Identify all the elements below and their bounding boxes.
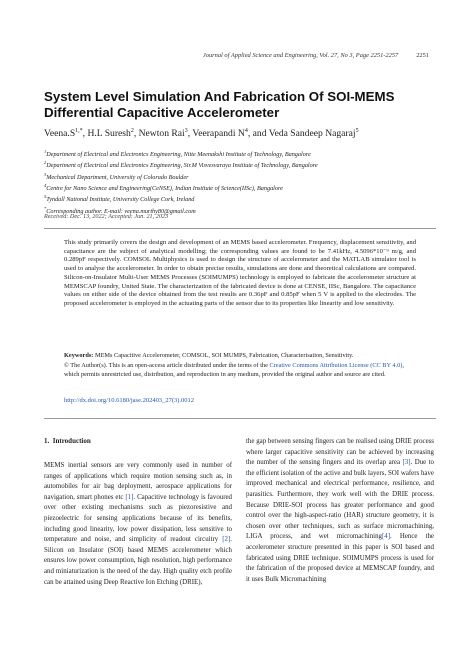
affiliation-number: 1 [44,149,47,154]
author-name: H.L Suresh [87,128,131,140]
affiliation-line [44,193,444,204]
section-number: 1. [44,437,50,445]
affiliation-text: Department of Electrical and Electronics Engineering, Nitte Meenakshi Institute of Technology, Bangalore [46,151,311,159]
affiliation-line [44,148,444,159]
keywords [64,352,416,361]
citation-link[interactable]: [3] [402,459,411,467]
citation-link[interactable]: [4] [381,533,391,541]
affiliations [44,148,444,216]
license-link[interactable]: Creative Commons Attribution License (CC BY 4.0) [269,362,403,369]
citation-link[interactable]: [2] [222,536,231,544]
citation-link[interactable]: [1] [125,493,134,501]
abstract: This study primarily covers the design and development of an MEMS based accelerometer. Frequency, displacement sensitivity, and capacitance are the subject of analytical modelling; the corresponding values are found to be 7.41kHz, 4.5096*10⁻⁹ m/g, and 0.289pF respectively. COMSOL Multiphysics is used to design the structure of accelerometer and the MATLAB simulator tool is used to analyse the accelerometer. In order to obtain precise results, simulations are done and theoretical calculations are compared. Silicon-on-Insulator Multi-User MEMS Processes (SOIMUMPS) technology is employed to fabricate the accelerometer structure at MEMSCAP foundry, United State. The characterization of the fabricated device is done at CENSE, IISc, Bangalore. The capacitance values on either side of the device obtained from the test results are 0.36pF and 0.85pF when 5 V is applied to the electrodes. The proposed accelerometer is employed in the actuating parts of the sensor due to its properties like linearity and low sensitivity. [64,239,416,307]
body-text: . Capacitive technology is favoured over other existing mechanisms such as piezoresistive and piezoelectric for sensing applications because of its benefits, including good linearity, low power dissipation, less sensitive to temperature and noise, and simplicity of readout circuitry [44,493,233,544]
keywords-text: MEMs Capacitive Accelerometer, COMSOL, SOI MUMPS, Fabrication, Characterisation, Sensitivity. [94,352,354,359]
section-title: Introduction [52,437,91,445]
affiliation-text: Mechanical Department, University of Colorado Boulder [46,173,189,181]
affiliation-line [44,159,444,170]
section-heading [44,437,91,445]
affiliation-text: Tyndall National Institute, University College Cork, Ireland [46,196,195,204]
affiliation-number: 2 [44,160,47,166]
affiliation-text: Corresponding author. E-mail: veena.murthy80@gmail.com [46,207,196,215]
journal-citation: Journal of Applied Science and Engineering, Vol. 27, No 3, Page 2251-2257 [202,52,399,59]
abstract-top-rule [44,228,436,229]
author-name: Veena.S [44,128,76,140]
affiliation-number: 4 [44,183,47,189]
body-text: . Hence the accelerometer structure presented in this paper is SOI based and fabricated using DRIE technique. SOIMUMPS process is used for the fabrication of the proposed device at MEMSCAP foundry, and it uses Bulk Micromachining [246,533,434,583]
body-column-right [246,437,434,585]
body-text: MEMS inertial sensors are very commonly used in number of ranges of applications which require motion sensing such as, in automobiles for air bag deployment, aerospace applications for navigation, smart phones etc [44,462,232,501]
author-list: $Veena.S^{1,*}$, H.L Suresh$^2$, Newton Rai$^3$, Veerapandi $N^4$, and Veda Sandeep Nagaraj$^5$ [44,128,359,140]
license-statement [64,362,416,379]
doi-link[interactable]: http://dx.doi.org/10.6180/jase.202403_27(3).0012 [64,397,195,404]
body-column-left [44,461,232,588]
affiliation-number: 3 [44,171,47,177]
body-text: . Due to the efficient isolation of the active and bulk layers, SOI wafers have improved mechanical and electrical performance, resilience, and parasitics. Furthermore, they work well with the DRIE process. Because DRIE-SOI process has greater performance and good control over the high-aspect-ratio (HAR) structure geometry, it is chosen over other techniques, such as surface micromachining, LIGA process, and wet micromachining [246,459,435,541]
license-text-after: , which permits unrestricted use, distribution, and reproduction in any medium, provided the original author and source are cited. [64,362,404,378]
received-accepted-dates: Received: Dec. 13, 2022; Accepted: Jun. 21, 2023 [44,213,169,220]
affiliation-number: * [44,205,47,211]
body-text: the gap between sensing fingers can be realised using DRIE process where larger capacitive sensitivity can be achieved by increasing the number of the sensing fingers and its overlap area [246,438,434,467]
author-name: Veerapandi N [192,128,245,140]
author-affiliation-marker: 3 [184,128,188,134]
keywords-colon: : [91,352,95,359]
affiliation-line [44,182,444,193]
author-affiliation-marker: 4 [244,128,248,134]
affiliation-number: 5 [44,194,47,200]
author-name: and Veda Sandeep Nagaraj [252,128,356,140]
affiliation-line [44,171,444,182]
author-affiliation-marker: 2 [130,128,134,134]
abstract-bottom-rule [44,418,436,419]
page-number: 2251 [416,52,429,59]
body-text: . Silicon on Insulator (SOI) based MEMS accelerometer which ensures low power consumption, high resolution, high performance and miniaturization is the need of the day. High quality etch profile can be attained using Deep Reactive Ion Etching (DRIE), [44,536,232,586]
affiliation-text: Department of Electrical and Electronics Engineering, Sir.M Visvesvaraya Institute of Technology, Bangalore [46,162,318,170]
paper-title: System Level Simulation And Fabrication Of SOI-MEMS Differential Capacitive Accelerometer [44,89,395,120]
author-name: Newton Rai [138,128,185,140]
keywords-label: Keywords [64,352,92,359]
affiliation-text: Centre for Nano Science and Engineering(CeNSE), Indian Institute of Science(IISc), Bangalore [46,185,283,193]
license-text-before: © The Author(s). This is an open-access article distributed under the terms of the [64,362,270,369]
author-affiliation-marker: 5 [355,128,359,134]
author-affiliation-marker: 1,* [75,128,83,134]
running-header [203,52,429,59]
